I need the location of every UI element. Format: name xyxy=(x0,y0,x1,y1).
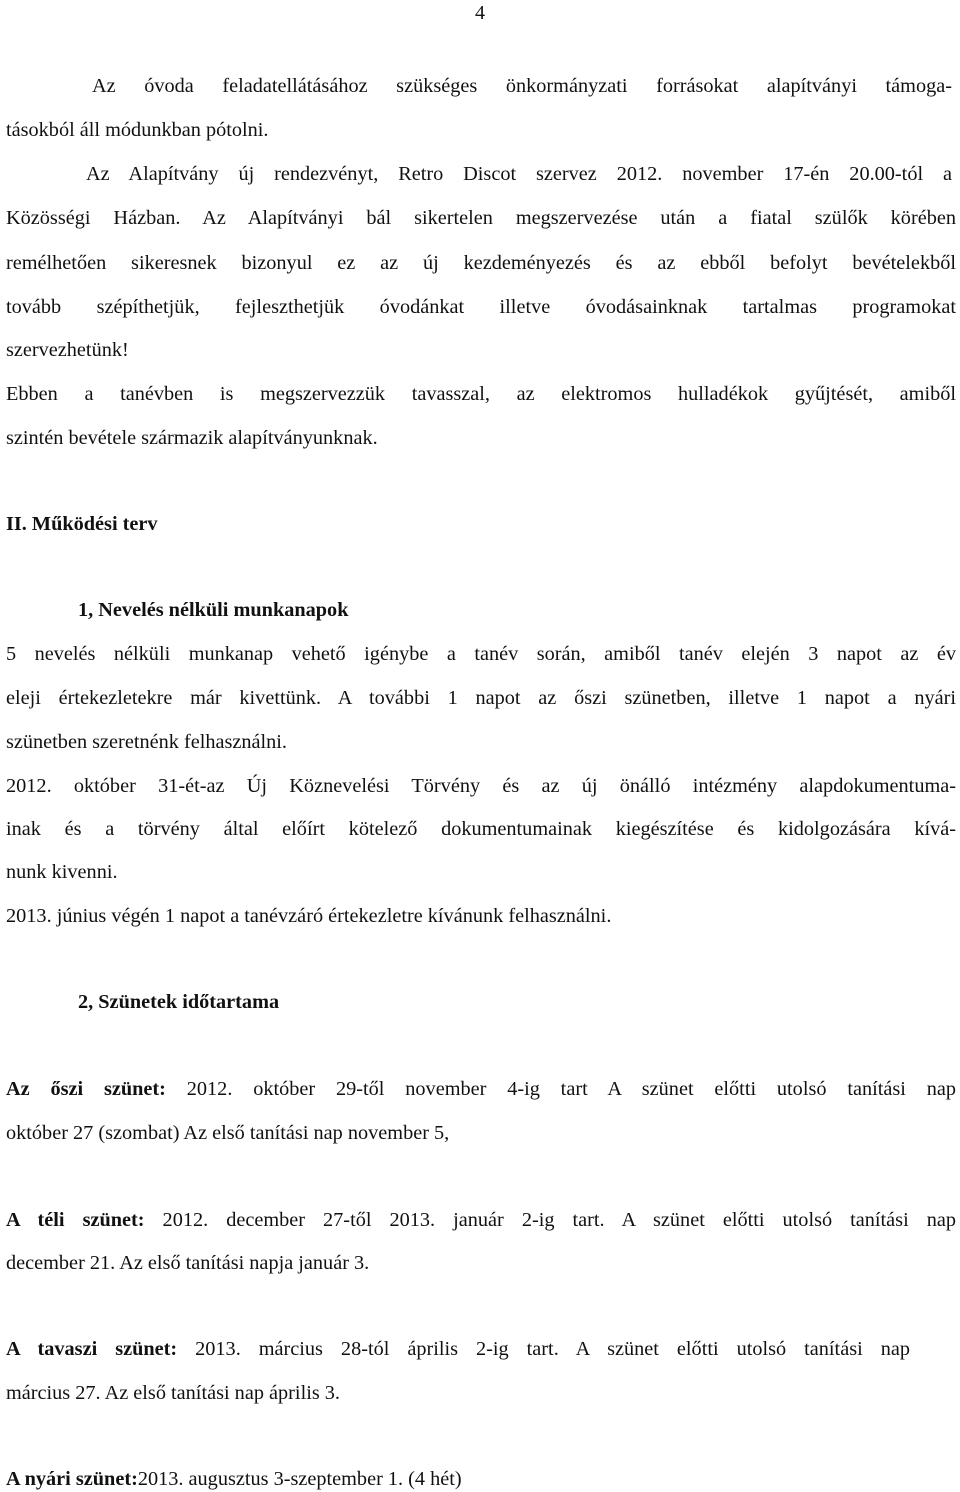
winter-break-label: A téli szünet: xyxy=(6,1209,145,1231)
autumn-break-line-1 xyxy=(6,1076,956,1102)
spring-break-line-1 xyxy=(6,1336,910,1362)
autumn-break-line-2: október 27 (szombat) Az első tanítási nap november 5, xyxy=(6,1122,450,1144)
sub1-line-6: nunk kivenni. xyxy=(6,861,118,883)
sub1-line-2: eleji értekezletekre már kivettünk. A további 1 napot az őszi szünetben, illetve 1 napot a nyári xyxy=(6,687,956,709)
spring-break-text: 2013. március 28-tól április 2-ig tart. A szünet előtti utolsó tanítási nap xyxy=(177,1338,910,1360)
winter-break-text: 2012. december 27-től 2013. január 2-ig tart. A szünet előtti utolsó tanítási nap xyxy=(144,1209,957,1231)
intro-line-8: Ebben a tanévben is megszervezzük tavasszal, az elektromos hulladékok gyűjtését, amiből xyxy=(6,383,956,405)
intro-line-6: tovább szépíthetjük, fejleszthetjük óvodánkat illetve óvodásainknak tartalmas programokat xyxy=(6,296,956,318)
intro-line-5: remélhetően sikeresnek bizonyul ez az új kezdeményezés és az ebből befolyt bevételekből xyxy=(6,252,956,274)
intro-line-7: szervezhetünk! xyxy=(6,339,129,361)
intro-line-3: Az Alapítvány új rendezvényt, Retro Discot szervez 2012. november 17-én 20.00-tól a xyxy=(86,163,952,185)
summer-break-label: A nyári szünet: xyxy=(6,1468,138,1490)
autumn-break-text: 2012. október 29-től november 4-ig tart A szünet előtti utolsó tanítási nap xyxy=(165,1078,957,1100)
winter-break-line-2: december 21. Az első tanítási napja január 3. xyxy=(6,1252,370,1274)
sub1-line-4: 2012. október 31-ét-az Új Köznevelési Törvény és az új önálló intézmény alapdokumentuma- xyxy=(6,775,956,797)
intro-line-9: szintén bevétele származik alapítványunknak. xyxy=(6,427,378,449)
summer-break-line-1 xyxy=(6,1466,956,1492)
sub1-line-5: inak és a törvény által előírt kötelező dokumentumainak kiegészítése és kidolgozására kívá- xyxy=(6,818,956,840)
sub1-line-3: szünetben szeretnénk felhasználni. xyxy=(6,731,287,753)
page-number: 4 xyxy=(475,2,485,24)
winter-break-line-1 xyxy=(6,1207,956,1233)
section-heading: II. Működési terv xyxy=(6,513,158,535)
intro-line-4: Közösségi Házban. Az Alapítványi bál sikertelen megszervezése után a fiatal szülők körében xyxy=(6,207,956,229)
intro-line-1: Az óvoda feladatellátásához szükséges önkormányzati forrásokat alapítványi támoga- xyxy=(92,75,952,97)
subsection-1-heading: 1, Nevelés nélküli munkanapok xyxy=(78,599,349,621)
sub1-line-1: 5 nevelés nélküli munkanap vehető igénybe a tanév során, amiből tanév elején 3 napot az év xyxy=(6,643,956,665)
summer-break-text: 2013. augusztus 3-szeptember 1. (4 hét) xyxy=(137,1468,462,1490)
sub1-line-7: 2013. június végén 1 napot a tanévzáró értekezletre kívánunk felhasználni. xyxy=(6,905,612,927)
subsection-2-heading: 2, Szünetek időtartama xyxy=(78,991,280,1013)
spring-break-label: A tavaszi szünet: xyxy=(6,1338,178,1360)
intro-line-2: tásokból áll módunkban pótolni. xyxy=(6,119,269,141)
spring-break-line-2: március 27. Az első tanítási nap április 3. xyxy=(6,1382,341,1404)
autumn-break-label: Az őszi szünet: xyxy=(6,1078,166,1100)
